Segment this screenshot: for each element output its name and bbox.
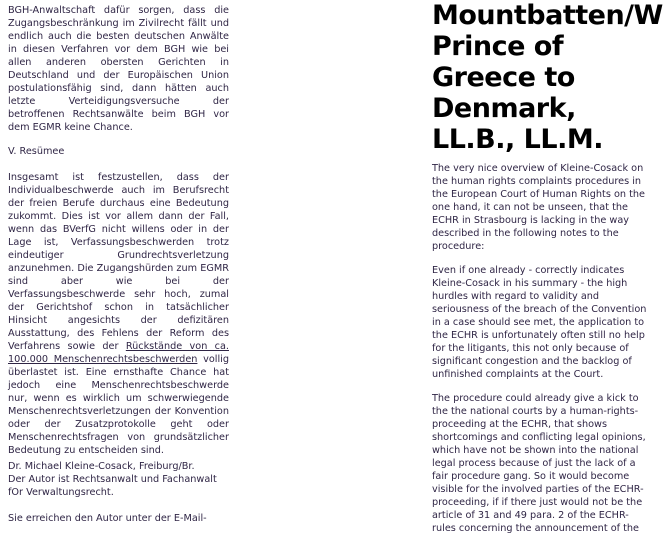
text-segment: Verfahrens sowie der bbox=[8, 341, 126, 352]
text-line: the human rights complaints procedures in bbox=[432, 176, 642, 187]
text-line: Even if one already - correctly indicates bbox=[432, 265, 625, 276]
text-line: eindeutiger Grundrechtsverletzung bbox=[8, 250, 229, 261]
text-line: Bedeutung zu entscheiden sind. bbox=[8, 445, 164, 456]
text-line: Hinsicht angesichts der defizitären bbox=[8, 315, 229, 326]
text-line: shortcomings and conflicting legal opinions, bbox=[432, 432, 646, 443]
heading-line: Prince of bbox=[432, 31, 564, 62]
heading-line: Mountbatten/W bbox=[432, 0, 663, 31]
text-line: for the litigants, this not only because of bbox=[432, 343, 629, 354]
paragraph-author bbox=[8, 460, 229, 499]
text-line: Menschenrechtsverletzungen der Konvention bbox=[8, 406, 229, 417]
text-line: V. Resümee bbox=[8, 146, 65, 157]
text-line: The procedure could already give a kick to bbox=[432, 393, 639, 404]
text-line: legal process because of just the lack of a bbox=[432, 458, 636, 469]
text-line: rules concerning the announcement of the bbox=[432, 523, 640, 534]
underlined-phrase: Rückstände von ca. bbox=[125, 341, 229, 352]
text-line: in a case should see met, the application to bbox=[432, 317, 645, 328]
article-title bbox=[432, 0, 663, 155]
heading-line: Greece to bbox=[432, 62, 575, 93]
text-line: ECHR in Strasbourg is lacking in the way bbox=[432, 215, 629, 226]
paragraph-heading bbox=[8, 145, 229, 158]
text-segment: vollig bbox=[197, 354, 229, 365]
text-line: postulationsfähig sind, dann hätten auch bbox=[8, 83, 229, 94]
text-line: zukommt. Dies ist vor allem dann der Fall, bbox=[8, 211, 229, 222]
text-line: fair procedure gang. So it would become bbox=[432, 471, 630, 482]
text-line: unfinished complaints at the Court. bbox=[432, 369, 604, 380]
text-line: letzte Verteidigungsversuche der bbox=[8, 96, 229, 107]
text-line bbox=[8, 353, 229, 366]
text-line: Deutschland und der Europäischen Union bbox=[8, 70, 229, 81]
text-line: in diesen Verfahren vor dem BGH wie bei bbox=[8, 44, 229, 55]
text-line: anzunehmen. Die Zugangshürden zum EGMR bbox=[8, 263, 229, 274]
text-line: the the national courts by a human-rights- bbox=[432, 406, 639, 417]
text-line: wenn das BVerfG nicht willens oder in der bbox=[8, 224, 229, 235]
heading-line: LL.B., LL.M. bbox=[432, 124, 603, 155]
text-line: the European Court of Human Rights on the bbox=[432, 189, 646, 200]
left-column-german-text bbox=[8, 4, 229, 525]
text-line: Menschenrechtsfragen von grundsätzlicher bbox=[8, 432, 229, 443]
text-line: sind aber wie bei der bbox=[8, 276, 229, 287]
text-line: significant congestion and the backlog of bbox=[432, 356, 632, 367]
text-line: Verfassungsbeschwerde sehr hoch, zumal bbox=[8, 289, 229, 300]
text-line: Kleine-Cosack in his summary - the high bbox=[432, 278, 628, 289]
text-line: der freien Berufe durchaus eine Bedeutung bbox=[8, 198, 229, 209]
text-line: endlich auch die besten deutschen Anwälte bbox=[8, 31, 229, 42]
text-line: the ECHR is unfortunately often still no help bbox=[432, 330, 645, 341]
text-line: fOr Verwaltungsrecht. bbox=[8, 487, 114, 498]
text-line: described in the following notes to the bbox=[432, 228, 619, 239]
text-line: proceeding at the ECHR, that shows bbox=[432, 419, 607, 430]
text-line: oder der Zusatzprotokolle geht oder bbox=[8, 419, 229, 430]
text-line: proceeding, if if there just would not be the bbox=[432, 497, 643, 508]
text-line: der Gerichtshof schon in tatsächlicher bbox=[8, 302, 229, 313]
text-line: Individualbeschwerde auch im Berufsrecht bbox=[8, 185, 229, 196]
text-line: Insgesamt ist festzustellen, dass der bbox=[8, 172, 229, 183]
underlined-phrase: 100.000 Menschenrechtsbeschwerden bbox=[8, 354, 198, 365]
paragraph-para bbox=[8, 171, 229, 457]
text-line: jedoch eine Menschenrechtsbeschwerde bbox=[8, 380, 229, 391]
text-line: Lage ist, Verfassungsbeschwerden trotz bbox=[8, 237, 229, 248]
text-line: which have not be shown into the national bbox=[432, 445, 639, 456]
text-line: article of 31 and 49 para. 2 of the ECHR- bbox=[432, 510, 629, 521]
text-line: Zugangsbeschränkung im Zivilrecht fällt und bbox=[8, 18, 229, 29]
text-line: hurdles with regard to validity and bbox=[432, 291, 600, 302]
text-line: allen anderen obersten Gerichten in bbox=[8, 57, 229, 68]
right-column-english-text bbox=[432, 0, 663, 535]
text-line: Dr. Michael Kleine-Cosack, Freiburg/Br. bbox=[8, 461, 195, 472]
text-line: dem EGMR keine Chance. bbox=[8, 122, 133, 133]
text-line: BGH-Anwaltschaft dafür sorgen, dass die bbox=[8, 5, 229, 16]
text-line: The very nice overview of Kleine-Cosack on bbox=[432, 163, 644, 174]
text-line: visible for the involved parties of the ECHR- bbox=[432, 484, 644, 495]
text-line: betroffenen Rechtsanwälte beim BGH vor bbox=[8, 109, 229, 120]
text-line: überlastet ist. Eine ernsthafte Chance hat bbox=[8, 367, 229, 378]
paragraph-para bbox=[432, 392, 652, 535]
text-line: Ausstattung, des Fehlens der Reform des bbox=[8, 328, 229, 339]
text-line: procedure: bbox=[432, 241, 485, 252]
text-line: Der Autor ist Rechtsanwalt und Fachanwalt bbox=[8, 474, 217, 485]
text-line: one hand, it can not be unseen, that the bbox=[432, 202, 629, 213]
text-line: nur, wenn es wirklich um schwerwiegende bbox=[8, 393, 229, 404]
paragraph-contact bbox=[8, 512, 229, 525]
paragraph-para bbox=[432, 162, 652, 253]
paragraph-para bbox=[432, 264, 652, 381]
text-line: seriousness of the breach of the Convention bbox=[432, 304, 647, 315]
paragraph-para bbox=[8, 4, 229, 134]
text-line bbox=[8, 340, 229, 353]
text-line: Sie erreichen den Autor unter der E-Mail- bbox=[8, 513, 207, 524]
heading-line: Denmark, bbox=[432, 93, 576, 124]
